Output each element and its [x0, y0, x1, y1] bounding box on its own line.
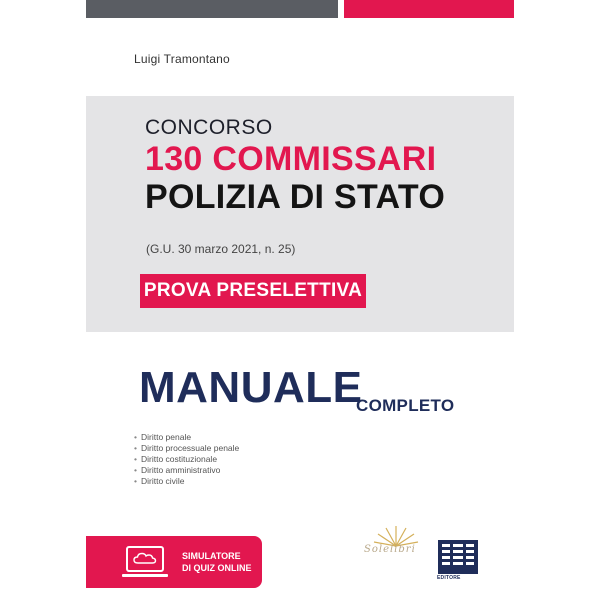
simulator-line1: SIMULATORE [182, 551, 241, 561]
topics-list [134, 432, 239, 487]
list-item: • Diritto civile [134, 476, 185, 486]
list-item: • Diritto penale [134, 432, 192, 442]
list-item: • Diritto amministrativo [134, 465, 221, 475]
topic-label: Diritto civile [140, 476, 185, 486]
simulator-badge [86, 536, 262, 588]
list-item: • Diritto processuale penale [134, 443, 240, 453]
title-line-polizia: POLIZIA DI STATO [145, 178, 446, 216]
author-name: Luigi Tramontano [134, 52, 230, 66]
top-bar-gray [86, 0, 338, 18]
topic-label: Diritto costituzionale [140, 454, 218, 464]
publisher-logo-icon [438, 540, 478, 574]
simulator-text [182, 550, 252, 574]
title-line-concorso: CONCORSO [145, 116, 273, 139]
top-bar-red [344, 0, 514, 18]
list-item: • Diritto costituzionale [134, 454, 218, 464]
publisher-name: EDITORE [437, 575, 461, 581]
prova-badge: PROVA PRESELETTIVA [140, 274, 366, 308]
watermark-text: Solelibri [364, 544, 416, 555]
manual-subtitle: COMPLETO [356, 396, 455, 415]
simulator-line2: DI QUIZ ONLINE [182, 563, 252, 573]
monitor-stand [122, 574, 168, 577]
topic-label: Diritto amministrativo [140, 465, 221, 475]
topic-label: Diritto processuale penale [140, 443, 240, 453]
title-line-commissari: 130 COMMISSARI [145, 140, 437, 178]
cloud-monitor-icon [126, 546, 164, 572]
book-cover [86, 0, 514, 600]
title-panel [86, 96, 514, 332]
gazette-reference: (G.U. 30 marzo 2021, n. 25) [146, 242, 296, 256]
manual-title: MANUALE [139, 363, 363, 412]
topic-label: Diritto penale [140, 432, 192, 442]
